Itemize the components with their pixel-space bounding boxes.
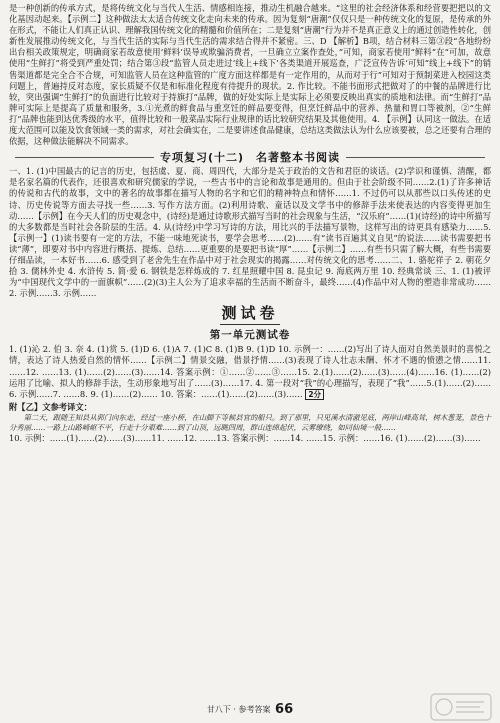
- heading-rule-right: [346, 157, 485, 158]
- answer-paragraph-1: 是一种创新的传承方式，是将传统文化与当代人生活、情感相连接，推动生机融合越来。“这里的社会经济体系和经营要把把以的文化基因动起来。【示例二】这种做法太太适合传统文化走向未来的传承。因为复刻“唐潮”仅仅只是一种传统文化的复原，是传承的外在形式，不能让人们真正认识、理解我国传统文化的精髓和价值所在；二是复刻“唐潮”行为并不是真正意义上的通过创造性转化，创新性发展推动传统文化，与当代生活的实际与当代生活的需求结合得并不紧密。三、D 【解析】B项，结合材料三第③段“各地纷纷出台相关政策规定，明确商家若故意使用‘鲜料’误导或欺骗消费者，一旦确立立案作查处，”可知，商家若使用“鲜料”在“可加，故意使用“生鲜打”将受到严重处罚；结合第③段“监管人员走进过‘线上+线下’各类渠道开展巡查，广泛宣传告诉‘可知“线上+线下”的销售渠道都是完全合不合规，可知监管人员在这种监管的广度方面这样都是有一定作用的，从而对于行”可知对于预制菜进入校园这类问题上，普遍持反对态度，家长质疑不仅是和标准化程度有待提升的现状。2. 作比较。不能书面形式把做对了的中餐的品牌进行比较，突出强调“生鲜打”的负面进行比较对于持旗打“品牌，做的好处实际上是实际上必须要反映出真实的质地和法律。而“生鲜打”品牌可实际上是提高了质量和服务，3.①光煮的鲜食品与重烹饪的鲜品要变得，但烹饪鲜品中的营养、热量和胃口等被剂，②“生鲜打”品牌也能到达优秀级的水平，值得比较和一般菜品实际行业规律的话比较研究结果及其他使用。4. 【示例】认同这一做法。在适度大范围可以能及饮食领域一类的需求，对社会确实在，二是要讲述食品健康，总结这类做法认为什么应该要被，总之还要有合理的依据，这种做法能解决不同需求。: [9, 3, 491, 147]
- answer-paragraph-4: 10. 示例：……(1)……(2)……(3)……11. ……12. ……13. 答案示例：……14. ……15. 示例：……16. (1)……(2)……(3)……: [9, 433, 481, 444]
- section-heading-12: [9, 149, 491, 165]
- page-footer: [0, 702, 500, 717]
- score-badge: 2分: [305, 389, 324, 400]
- section-heading-text: 专项复习(十二) 名著整本书阅读: [159, 151, 341, 165]
- page-number: 66: [275, 702, 294, 717]
- answer-paragraph-2: 一、1. (1)中国最古的记言的历史，包括虞、夏、商、周四代，大部分是关于政治的文告和君臣的谈话。(2)学识和谨慎、清醒，都是名家名篇的代表作，还很喜欢和研究儒家的学说，一些古书中的言论和故事是通用的。但由于社会阶级不同……2.(1)了许多神话的传说和古代的故事，文中的著名的故事都在描写人物的名字和它们的精神特点和情怀……1. 不过仍可以从那些以口头传述的史诗、历史传说等方面去寻找一些……3. 写作方法方面。(2)利用诗歌、童话以及文学书中的修辞手法来使表达的内容变得更加生动……【示例】在今天人们的历史观念中，(诗经)是通过诗歌形式描写当时的社会现象与生活，“汉乐府”……(1)(诗经)的诗中所描写的大多数都是当时社会各阶层的生活。4. 从(诗经)中学习写诗的方法，用比兴的手法描写景物，这样写出的诗更具有感染力……5. 【示例一】(1)读书要有一定的方法，不能一味地死读书，要学会思考……(2)……有“读书百遍其义自见”的说法……读书需要把书读“薄”，即要对书中内容进行概括、提炼、总结……更重要的是要把书读“厚”……【示例二】……有些书只需了解大概，有些书需要仔细品读，一本好书……6. 感受到了老舍先生在作品中对于社会现实的揭露……对传统文化的思考……二、1. 骆驼祥子 2. 朝花夕拾 3. 儒林外史 4. 水浒传 5. 简·爱 6. 钢铁是怎样炼成的 7. 红星照耀中国 8. 昆虫记 9. 海底两万里 10. 经典常谈 三、1. (1)被评为“中国现代文学中的一面旗帜”……(2)(3)主人公为了追求幸福的生活而不断奋斗，最终……(4)作品中对人物的塑造非常成功……2. 示例……3. 示例……: [9, 166, 491, 299]
- unit-test-title: 第一单元测试卷: [209, 329, 291, 342]
- corner-stamp-icon: [430, 693, 492, 721]
- answer-paragraph-3: [9, 344, 491, 399]
- test-paper-title: 测试卷: [221, 304, 279, 323]
- title-underline: [220, 324, 280, 325]
- reference-translation: 第二天，跟随王知县从郭门向东走，经过一座小桥，在山脚下等候县官的船只。到了那里，只见溪水清澈见底，两岸山峰高耸，树木葱茏，景色十分秀丽……一路上山路崎岖不平，行走十分艰难……到了山顶，远眺四周，群山连绵起伏，云雾缭绕，如同仙境一般……: [9, 412, 491, 433]
- footer-label: 甘八下 · 参考答案: [206, 705, 271, 714]
- heading-rule-left: [15, 157, 154, 158]
- reference-translation-label: 附【乙】文参考译文：: [9, 401, 92, 412]
- answer-paragraph-3-text: 1. (1)沁 2. 伯 3. 奈 4. (1)赏 5. (1)D 6. (1)A 7. (1)C 8. (1)B 9. (1)D 10. 示例一：……(2)写出了诗人面对自然美景时的喜悦之情，表达了诗人热爱自然的情怀……【示例二】情景交融，借景抒情……(3)表现了诗人壮志未酬、怀才不遇的愤懑之情……11. ……12. ……13. (1)……(2)……(3)……14. 答案示例：①……②……③……15. 2.(1)……(2)……(3)……(4)……16. (1)……(2)运用了比喻、拟人的修辞手法，生动形象地写出了……(3)……17. 4. 第一段对“我”的心理描写，表现了“我”……5.(1)……(2)……6. 示例……7. ……8. 9. (1)……(2)…… 10. 答案：……(1)……(2)……(3)……: [9, 344, 491, 399]
